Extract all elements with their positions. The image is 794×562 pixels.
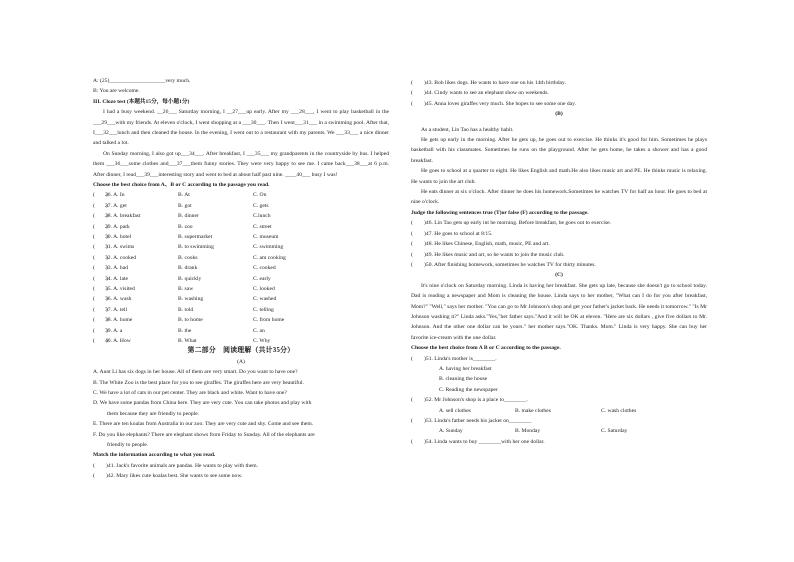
q53-options <box>411 426 707 436</box>
cloze-option-row <box>93 294 389 304</box>
cloze-option-row <box>93 284 389 294</box>
option-b: B. the <box>178 327 192 334</box>
option-c: C. swimming <box>253 244 284 251</box>
left-column <box>93 76 389 482</box>
answer-line-25: A: (25)____________________very much. <box>93 78 191 84</box>
section-b-label: (B) <box>555 111 563 118</box>
option-c: C. looked <box>253 285 275 292</box>
option-b: B. told <box>178 306 194 313</box>
option-c: C. am cooking <box>253 254 286 261</box>
match-item-45: ( )45. Anna loves giraffes very much. She hopes to see some one day. <box>411 100 576 107</box>
tf-item-48: ( )48. He likes Chinese, English, math, music, PE and art. <box>411 241 550 248</box>
option-a: 39. A. a <box>105 327 123 334</box>
option-c: C. from home <box>253 317 285 324</box>
option-b: B. drank <box>178 265 198 272</box>
option-a: 36. A. wash <box>105 296 132 303</box>
cloze-option-row <box>93 201 389 211</box>
option-c: C. street <box>253 223 272 230</box>
cloze-option-row <box>93 274 389 284</box>
option-c: C. early <box>253 275 271 282</box>
option-c: C. cooked <box>253 265 276 272</box>
option-a: 27. A. get <box>105 202 127 209</box>
option-c: C. On <box>253 192 267 199</box>
answer-paren: ( ) <box>93 234 108 241</box>
cloze-paragraph-1: I had a busy weekend. __26___ Saturday morning, I __27___up early. After my ___28___, I went to play basketball in the ___29___with my friends. At eleven o'clock, I went shopping at a ___30___. Then I went___31___ in a swimming pool. After that, I___32___lunch and then cleaned the house. In the evening, I went out to a restaurant with my parents. We ___33___ a nice dinner and talked a lot. <box>93 109 389 147</box>
option-b: B. to home <box>178 317 203 324</box>
option-b: B. dinner <box>178 213 199 220</box>
cloze-option-row <box>93 190 389 200</box>
q52-option-b: B. make clothes <box>515 407 551 414</box>
b-paragraph-2: He gets up early in the morning. After he gets up, he goes out to exercise. He thinks it's good for him. Sometimes he plays basketball with his classmates. Sometimes he runs on the playground. After he gets home, he takes a shower and has a good breakfast. <box>411 137 707 164</box>
statement-f-cont: friendly to people. <box>107 441 149 448</box>
option-b: B. quickly <box>178 275 202 282</box>
option-b: B. supermarket <box>178 234 213 241</box>
tf-item-47: ( )47. He goes to school at 8:15. <box>411 230 493 237</box>
question-54: ( )54. Linda wants to buy ________with her one dollar. <box>411 438 545 445</box>
c-instruction: Choose the best choice from A B or C according to the passage. <box>411 345 561 352</box>
option-a: 38. A. home <box>105 317 133 324</box>
c-paragraph: It's nine o'clock on Saturday morning. Linda is having her breakfast. She gets up late, because she doesn't go to school today. Dad is reading a newspaper and Mom is cleaning the house. Linda says to her mother, "What can I do for you after breakfast, Mom?" "Well," says her mother. "You can go to Mr Johnson's shop and get your father's jacket back. He needs it tomorrow." "Is Mr Johnson washing it?" Linda asks."Yes,"her father says."And it will be OK at eleven. "Here are six dollars , give five dollars to Mr. Johnson. And the other one dollar can be yours." her mother says."OK. Thanks. Mom." Linda is very happy. She can buy her favorite ice-cream with the one dollar. <box>411 282 707 341</box>
statement-c: C. We have a lot of cats in our pet center. They are black and white. Want to have one? <box>93 389 287 396</box>
q51-option-b: B. cleaning the house <box>439 376 488 383</box>
cloze-option-row <box>93 242 389 252</box>
b-paragraph-3: He goes to school at a quarter to eight. He likes English and math.He also likes music art and PE. He thinks music is relaxing. He wants to join the art club. <box>411 168 707 185</box>
cloze-option-row <box>93 326 389 336</box>
statement-f: F. Do you like elephants? There are elephant shows from Friday to Sunday. All of the elephants are <box>93 431 315 438</box>
option-c: C. telling <box>253 306 274 313</box>
option-b: B. to swimming <box>178 244 214 251</box>
match-instruction: Match the information according to what you read. <box>93 452 216 459</box>
q53-option-c: C. Saturday <box>601 428 628 435</box>
option-b: B. cooks <box>178 254 198 261</box>
cloze-option-row <box>93 232 389 242</box>
answer-line-b: B: You are welcome. <box>93 88 140 95</box>
option-c: C.lunch <box>253 213 271 220</box>
answer-paren: ( ) <box>93 296 108 303</box>
statement-b: B. The White Zoo is the best place for you to see giraffes. The giraffes here are very beautiful. <box>93 379 304 386</box>
match-item-41: ( )41. Jack's favorite animals are pandas. He wants to play with them. <box>93 462 259 469</box>
cloze-paragraph-2: On Sunday morning, I also got up___34___. After breakfast, I ___35___ my grandparents in the countryside by bus. I helped them ___36___some clothes and___37___them funny stories. They were very happy to see me. I came back___38___at 6 p.m. After dinner, I read___39___interesting story and went to bed at about half past nine. ____40___ busy I was! <box>93 150 389 178</box>
option-b: B. What <box>178 337 197 344</box>
q52-options <box>411 406 707 416</box>
statement-e: E. There are ten koalas from Australia in our zoo. They are very cute and shy. Come and see them. <box>93 421 314 428</box>
option-b: B. washing <box>178 296 204 303</box>
section-c-label: (C) <box>555 272 563 279</box>
answer-paren: ( ) <box>93 192 108 199</box>
option-c: C. gets <box>253 202 269 209</box>
option-a: 28. A. breakfast <box>105 213 141 220</box>
q53-option-a: A. Sunday <box>439 428 463 435</box>
match-item-43: ( )43. Bob likes dogs. He wants to have one on his 14th birthday. <box>411 80 566 86</box>
answer-paren: ( ) <box>93 275 108 282</box>
b-paragraph-4: He eats dinner at six o'clock. After dinner he does his homework.Sometimes he watches TV for half an hour. He goes to bed at nine o'clock. <box>411 189 707 206</box>
option-a: 40. A. How <box>105 337 131 344</box>
q53-option-b: B. Monday <box>515 428 541 435</box>
question-53: ( )53. Linda's father needs his jacket on________ <box>411 417 532 424</box>
question-51: ( )51. Linda's mother is________. <box>411 355 497 362</box>
option-b: B. At <box>178 192 190 199</box>
answer-paren: ( ) <box>93 254 108 261</box>
tf-item-50: ( )50. After finishing homework, sometimes he watches TV for thirty minutes. <box>411 261 596 268</box>
answer-paren: ( ) <box>93 202 108 209</box>
answer-paren: ( ) <box>93 223 108 230</box>
option-a: 37. A. tell <box>105 306 128 313</box>
option-b: B. got <box>178 202 192 209</box>
cloze-option-row <box>93 222 389 232</box>
tf-item-49: ( )49. He likes music and art, so he wants to join the music club. <box>411 251 565 258</box>
option-a: 33. A. had <box>105 265 128 272</box>
answer-paren: ( ) <box>93 337 108 344</box>
part2-title: 第二部分 阅读理解（共计35分） <box>187 347 295 355</box>
cloze-title: III. Cloze test (本题共15分，每小题1分) <box>93 98 190 105</box>
q52-option-c: C. wash clothes <box>601 407 637 414</box>
tf-instruction: Judge the following sentences true (T)or false (F) according to the passage. <box>411 209 589 216</box>
answer-paren: ( ) <box>93 244 108 251</box>
answer-paren: ( ) <box>93 265 108 272</box>
cloze-option-row <box>93 263 389 273</box>
cloze-option-row <box>93 336 389 346</box>
statement-a: A. Aunt Li has six dogs in her house. All of them are very smart. Do you want to have one? <box>93 369 298 376</box>
q51-option-a: A. having her breakfast <box>439 365 492 372</box>
right-column <box>411 78 707 447</box>
cloze-option-row <box>93 315 389 325</box>
answer-paren: ( ) <box>93 306 108 313</box>
match-item-44: ( )44. Cindy wants to see an elephant show on weekends. <box>411 90 549 97</box>
option-a: 31. A. swims <box>105 244 135 251</box>
q51-option-c: C. Reading the newspaper <box>439 386 498 393</box>
option-c: C. Why <box>253 337 271 344</box>
b-paragraph-1: As a student, Lin Tao has a healthy habit. <box>421 126 514 133</box>
cloze-option-row <box>93 253 389 263</box>
option-a: 32. A. cooked <box>105 254 137 261</box>
option-c: C. museum <box>253 234 279 241</box>
option-a: 35. A. visited <box>105 285 135 292</box>
answer-paren: ( ) <box>93 317 108 324</box>
cloze-option-row <box>93 305 389 315</box>
option-a: 29. A. park <box>105 223 130 230</box>
statement-d: D. We have some pandas from China here. They are very cute. You can take photos and play with <box>93 400 312 407</box>
part2-section-a: (A) <box>237 358 245 365</box>
option-b: B. saw <box>178 285 194 292</box>
choose-instruction: Choose the best choice from A、B or C according to the passage you read. <box>93 182 270 189</box>
cloze-option-row <box>93 211 389 221</box>
option-a: 26. A. In <box>105 192 125 199</box>
option-c: C. washed <box>253 296 277 303</box>
answer-paren: ( ) <box>93 327 108 334</box>
option-c: C. an <box>253 327 265 334</box>
match-item-42: ( )42. Mary likes cute koalas best. She wants to see some now. <box>93 473 243 480</box>
q52-option-a: A. sell clothes <box>439 407 471 414</box>
statement-d-cont: them because they are friendly to people. <box>107 410 200 417</box>
option-b: B. zoo <box>178 223 193 230</box>
option-a: 34. A. late <box>105 275 128 282</box>
question-52: ( )52. Mr Johnson's shop is a place to________. <box>411 397 528 404</box>
cloze-options <box>93 190 389 346</box>
answer-paren: ( ) <box>93 285 108 292</box>
option-a: 30. A. hotel <box>105 234 132 241</box>
answer-paren: ( ) <box>93 213 108 220</box>
tf-item-46: ( )46. Lin Tao gets up early int he morning. Before breakfast, he goes out to exercise. <box>411 220 612 227</box>
